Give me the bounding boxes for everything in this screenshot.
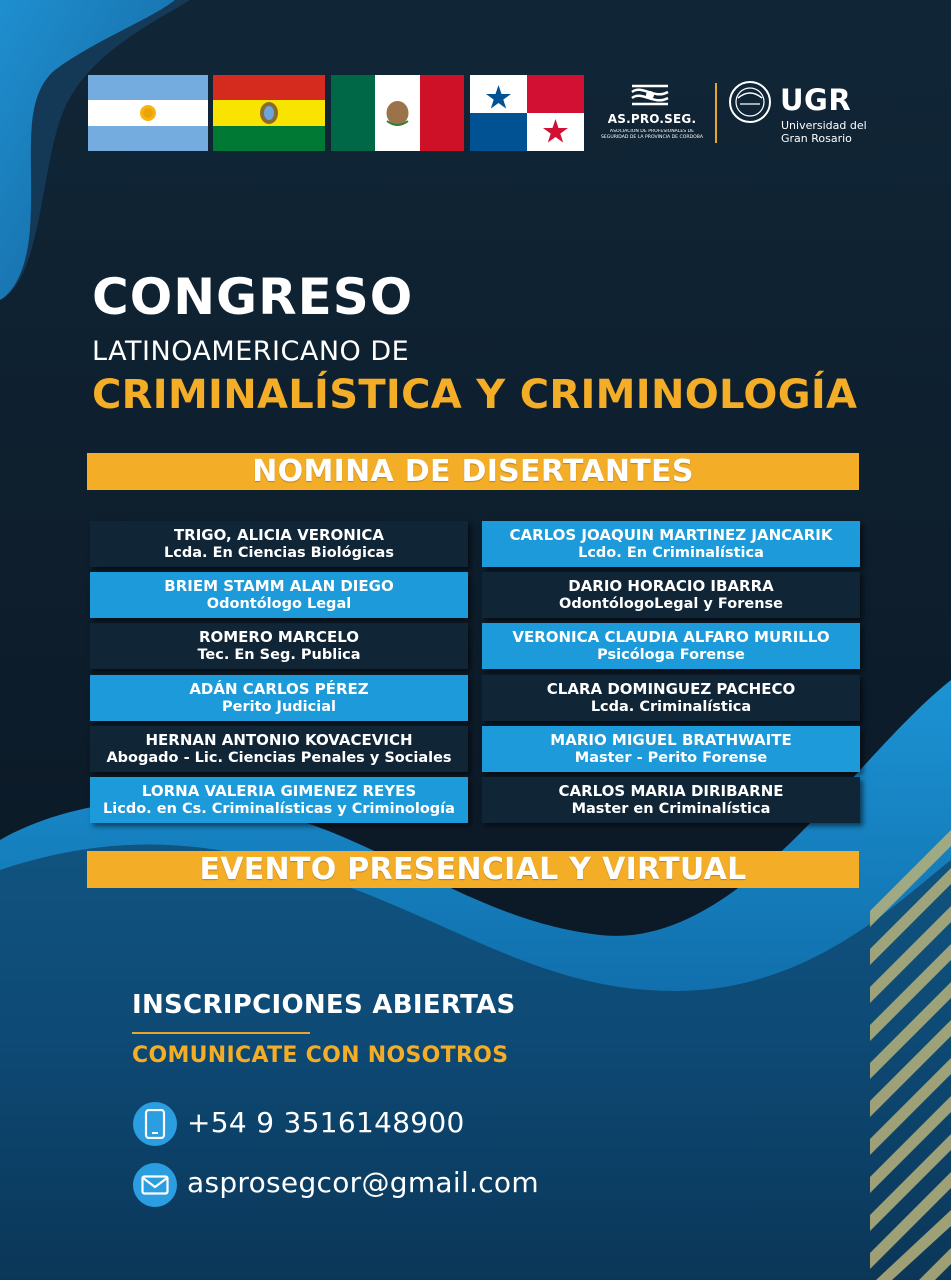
speaker-name: MARIO MIGUEL BRATHWAITE — [550, 731, 792, 749]
speaker-title: Odontólogo Legal — [206, 596, 352, 612]
speaker-card — [90, 675, 468, 721]
speaker-name: HERNAN ANTONIO KOVACEVICH — [145, 731, 413, 749]
speaker-title: Master en Criminalística — [571, 801, 771, 817]
speaker-name: CARLOS MARIA DIRIBARNE — [558, 782, 784, 800]
speaker-title: Psicóloga Forense — [597, 647, 745, 663]
speaker-title: OdontólogoLegal y Forense — [559, 596, 783, 612]
event-banner: EVENTO PRESENCIAL Y VIRTUAL — [87, 851, 859, 888]
speakers-header-bar: NOMINA DE DISERTANTES — [87, 453, 859, 490]
speaker-name: BRIEM STAMM ALAN DIEGO — [164, 577, 394, 595]
speaker-title: Lcdo. En Criminalística — [578, 545, 764, 561]
speaker-title: Master - Perito Forense — [574, 750, 768, 766]
speaker-card — [482, 623, 860, 669]
congress-subtitle: LATINOAMERICANO DE — [92, 336, 410, 367]
contact-phone[interactable]: +54 9 3516148900 — [187, 1106, 465, 1139]
argentina-flag — [88, 75, 208, 151]
mexico-flag — [331, 75, 464, 151]
speaker-card — [90, 521, 468, 567]
contact-email[interactable]: asprosegcor@gmail.com — [187, 1166, 539, 1199]
inscriptions-title: INSCRIPCIONES ABIERTAS — [132, 990, 516, 1020]
speaker-card — [90, 623, 468, 669]
asproseg-logo-icon — [628, 80, 672, 114]
speaker-card — [90, 572, 468, 618]
ugr-logo-subtitle — [781, 119, 867, 145]
asproseg-logo-name: AS.PRO.SEG. — [607, 112, 697, 126]
ugr-logo-name: UGR — [780, 83, 852, 117]
speaker-card — [482, 777, 860, 823]
speaker-title: Licdo. en Cs. Criminalísticas y Criminología — [103, 801, 455, 817]
asproseg-logo-subtitle: ASOCIACION DE PROFESIONALES DE SEGURIDAD DE LA PROVINCIA DE CORDOBA — [600, 129, 703, 140]
speaker-title: Tec. En Seg. Publica — [197, 647, 361, 663]
speaker-title: Abogado - Lic. Ciencias Penales y Sociales — [106, 750, 452, 766]
bolivia-flag — [213, 75, 325, 151]
speaker-card — [90, 777, 468, 823]
speaker-name: CARLOS JOAQUIN MARTINEZ JANCARIK — [509, 526, 833, 544]
speaker-card — [482, 521, 860, 567]
mail-icon — [133, 1163, 177, 1207]
speaker-title: Perito Judicial — [222, 699, 336, 715]
speaker-title: Lcda. Criminalística — [590, 699, 752, 715]
ugr-subtitle-line-2: Gran Rosario — [781, 132, 852, 145]
speaker-card — [90, 726, 468, 772]
speaker-name: DARIO HORACIO IBARRA — [568, 577, 774, 595]
congress-title: CONGRESO — [92, 268, 414, 326]
speaker-name: TRIGO, ALICIA VERONICA — [173, 526, 385, 544]
congress-topic: CRIMINALÍSTICA Y CRIMINOLOGÍA — [92, 372, 858, 418]
speaker-card — [482, 726, 860, 772]
speaker-name: LORNA VALERIA GIMENEZ REYES — [141, 782, 417, 800]
inscriptions-divider — [132, 1032, 310, 1034]
speaker-name: ADÁN CARLOS PÉREZ — [189, 680, 369, 698]
ugr-emblem-icon — [728, 80, 772, 124]
ugr-subtitle-line-1: Universidad del — [781, 119, 867, 132]
speaker-name: ROMERO MARCELO — [198, 628, 360, 646]
inscriptions-subtitle: COMUNICATE CON NOSOTROS — [132, 1043, 509, 1068]
speaker-card — [482, 675, 860, 721]
speaker-name: VERONICA CLAUDIA ALFARO MURILLO — [512, 628, 830, 646]
speaker-card — [482, 572, 860, 618]
speaker-name: CLARA DOMINGUEZ PACHECO — [546, 680, 796, 698]
speaker-title: Lcda. En Ciencias Biológicas — [164, 545, 394, 561]
panama-flag — [470, 75, 584, 151]
logos-divider — [715, 83, 717, 143]
phone-icon — [133, 1102, 177, 1146]
